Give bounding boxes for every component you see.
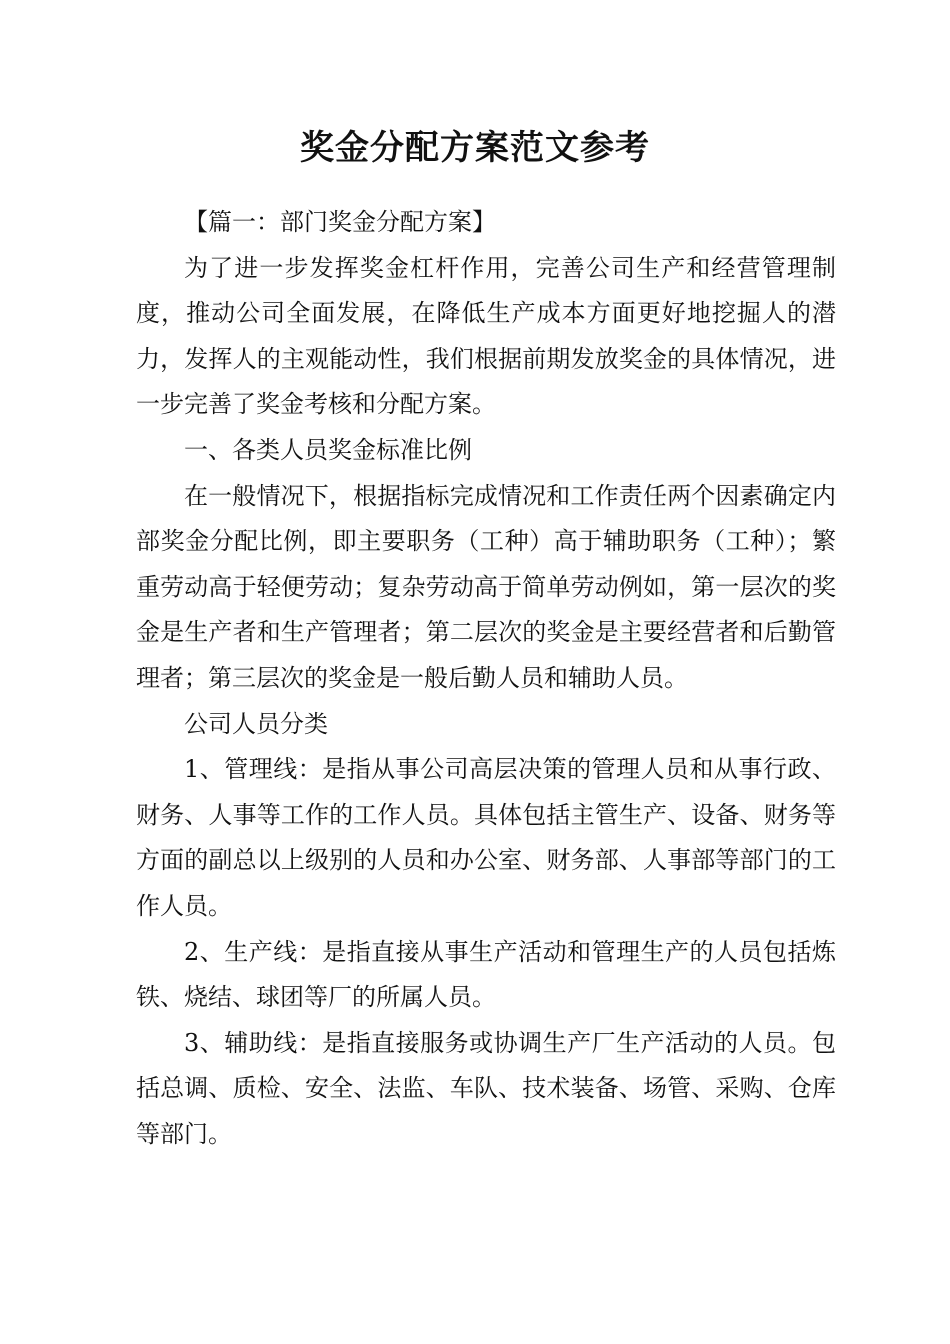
paragraph-management-line: 1、管理线：是指从事公司高层决策的管理人员和从事行政、财务、人事等工作的工作人员。具体包括主管生产、设备、财务等方面的副总以上级别的人员和办公室、财务部、人事部等部门的工作人员。 — [136, 755, 836, 920]
paragraph-bonus-ratio: 在一般情况下，根据指标完成情况和工作责任两个因素确定内部奖金分配比例，即主要职务（工种）高于辅助职务（工种）；繁重劳动高于轻便劳动；复杂劳动高于简单劳动例如，第一层次的奖金是生产者和生产管理者；第二层次的奖金是主要经营者和后勤管理者；第三层次的奖金是一般后勤人员和辅助人员。 — [136, 481, 836, 692]
subheading-staff-classification: 公司人员分类 — [184, 709, 328, 738]
section-heading: 【篇一：部门奖金分配方案】 — [184, 208, 496, 236]
subheading-bonus-ratio: 一、各类人员奖金标准比例 — [184, 435, 472, 464]
document-title: 奖金分配方案范文参考 — [300, 127, 650, 168]
document-body — [136, 200, 836, 1157]
paragraph-auxiliary-line: 3、辅助线：是指直接服务或协调生产厂生产活动的人员。包括总调、质检、安全、法监、车队、技术装备、场管、采购、仓库等部门。 — [136, 1028, 836, 1148]
paragraph-production-line: 2、生产线：是指直接从事生产活动和管理生产的人员包括炼铁、烧结、球团等厂的所属人员。 — [136, 937, 836, 1012]
paragraph-intro: 为了进一步发挥奖金杠杆作用，完善公司生产和经营管理制度，推动公司全面发展，在降低生产成本方面更好地挖掘人的潜力，发挥人的主观能动性，我们根据前期发放奖金的具体情况，进一步完善了奖金考核和分配方案。 — [136, 253, 836, 419]
